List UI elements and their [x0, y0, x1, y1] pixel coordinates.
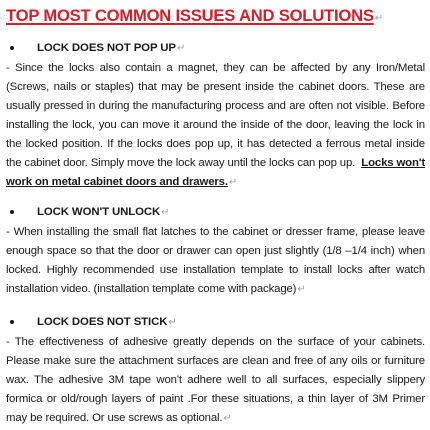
section-body-text: - When installing the small flat latches to the cabinet or dresser frame, please leave enough space so that the door or drawer can open just slightly (1/8 –1/4 inch) when locked. Highly recommended use installation template to install locks after watch installation video. (installation template come with package)	[6, 226, 425, 295]
section-heading	[6, 204, 425, 220]
paragraph-mark-icon: ↵	[297, 284, 306, 295]
section-body	[6, 223, 425, 299]
bullet-icon	[10, 320, 14, 324]
paragraph-mark-icon: ↵	[374, 13, 384, 24]
paragraph-mark-icon: ↵	[223, 413, 232, 424]
section-heading-text: LOCK DOES NOT STICK	[37, 316, 168, 328]
section-body-text: - The effectiveness of adhesive greatly depends on the surface of your cabinets. Please make sure the attachment surfaces are clean and free of any oils or furniture wax. The adhesive 3M tape won't adhere well to all surfaces, especially slippery formica or old/rough layers of paint .For these situations, a thin layer of 3M Primer may be required. Or use screws as optional.	[6, 336, 425, 424]
bullet-icon	[10, 46, 14, 50]
section-heading	[6, 40, 425, 56]
section-heading-text: LOCK WON'T UNLOCK	[37, 206, 161, 218]
section-lock-wont-unlock	[6, 204, 425, 299]
paragraph-mark-icon: ↵	[161, 207, 170, 218]
section-body-text: - Since the locks also contain a magnet, they can be affected by any Iron/Metal (Screws, nails or staples) that may be present inside the cabinet doors. These are usually pressed in during the manufacturing process and are often not visible. Before installing the lock, you can move it around the inside of the door, leaving the lock in the locked position. If the locks does pop up, it has detected a ferrous metal inside the cabinet door. Simply move the lock away until the locks can pop up.	[6, 62, 425, 169]
title-row	[6, 6, 424, 28]
section-heading-text: LOCK DOES NOT POP UP	[37, 42, 176, 54]
section-body	[6, 333, 425, 428]
section-lock-does-not-stick	[6, 314, 425, 428]
paragraph-mark-icon: ↵	[176, 43, 186, 54]
section-heading	[6, 314, 425, 330]
page-title: TOP MOST COMMON ISSUES AND SOLUTIONS	[6, 6, 374, 25]
section-body	[6, 59, 425, 192]
paragraph-mark-icon: ↵	[168, 317, 177, 328]
metal-door-warning: Locks won't work on metal cabinet doors and drawers.	[6, 157, 425, 188]
paragraph-mark-icon: ↵	[228, 177, 238, 188]
section-lock-does-not-pop-up	[6, 40, 425, 192]
bullet-icon	[10, 210, 14, 214]
